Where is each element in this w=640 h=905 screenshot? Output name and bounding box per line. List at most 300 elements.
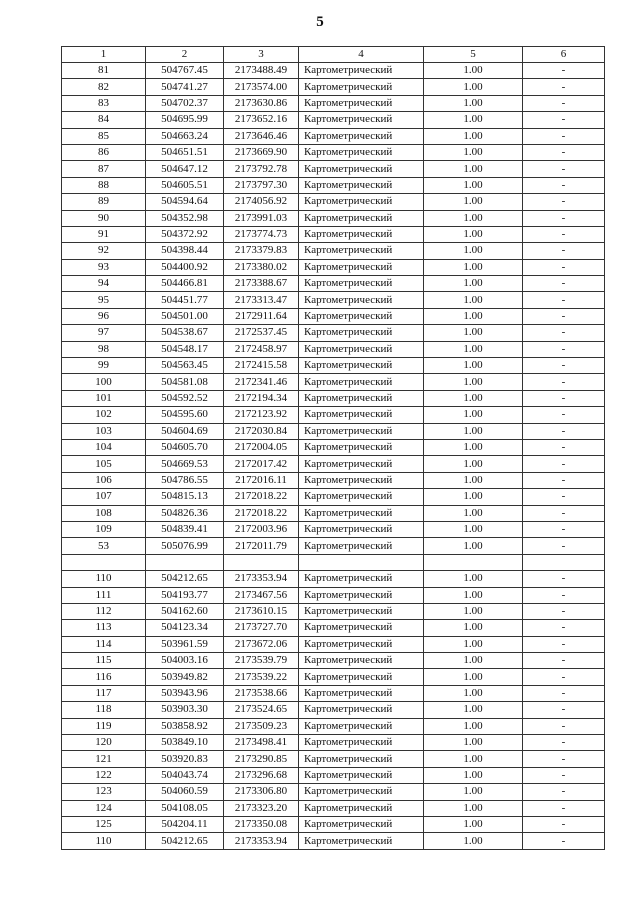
accuracy-cell: 1.00 bbox=[424, 439, 523, 455]
accuracy-cell: 1.00 bbox=[424, 341, 523, 357]
coord-x-cell: 504400.92 bbox=[146, 259, 224, 275]
coord-x-cell: 504594.64 bbox=[146, 194, 224, 210]
accuracy-cell: 1.00 bbox=[424, 325, 523, 341]
point-number-cell: 85 bbox=[62, 128, 146, 144]
coord-y-cell: 2173646.46 bbox=[224, 128, 299, 144]
method-cell: Картометрический bbox=[299, 390, 424, 406]
point-number-cell: 120 bbox=[62, 735, 146, 751]
empty-cell bbox=[146, 554, 224, 570]
coord-x-cell: 504702.37 bbox=[146, 95, 224, 111]
table-row bbox=[62, 325, 605, 341]
point-number-cell: 92 bbox=[62, 243, 146, 259]
coord-y-cell: 2172016.11 bbox=[224, 472, 299, 488]
note-cell: - bbox=[523, 439, 605, 455]
coord-x-cell: 504839.41 bbox=[146, 521, 224, 537]
page-number: 5 bbox=[316, 14, 324, 30]
accuracy-cell: 1.00 bbox=[424, 751, 523, 767]
coord-x-cell: 504352.98 bbox=[146, 210, 224, 226]
coord-y-cell: 2173669.90 bbox=[224, 144, 299, 160]
method-cell: Картометрический bbox=[299, 325, 424, 341]
point-number-cell: 86 bbox=[62, 144, 146, 160]
point-number-cell: 82 bbox=[62, 79, 146, 95]
method-cell: Картометрический bbox=[299, 538, 424, 554]
method-cell: Картометрический bbox=[299, 587, 424, 603]
note-cell: - bbox=[523, 63, 605, 79]
note-cell: - bbox=[523, 128, 605, 144]
coord-y-cell: 2173539.79 bbox=[224, 653, 299, 669]
accuracy-cell: 1.00 bbox=[424, 226, 523, 242]
coord-y-cell: 2173538.66 bbox=[224, 685, 299, 701]
coord-x-cell: 504162.60 bbox=[146, 603, 224, 619]
point-number-cell: 104 bbox=[62, 439, 146, 455]
accuracy-cell: 1.00 bbox=[424, 358, 523, 374]
note-cell: - bbox=[523, 800, 605, 816]
table-row bbox=[62, 112, 605, 128]
accuracy-cell: 1.00 bbox=[424, 784, 523, 800]
table-row bbox=[62, 718, 605, 734]
method-cell: Картометрический bbox=[299, 358, 424, 374]
coord-y-cell: 2172030.84 bbox=[224, 423, 299, 439]
coord-y-cell: 2173498.41 bbox=[224, 735, 299, 751]
accuracy-cell: 1.00 bbox=[424, 161, 523, 177]
coord-x-cell: 504398.44 bbox=[146, 243, 224, 259]
method-cell: Картометрический bbox=[299, 669, 424, 685]
point-number-cell: 90 bbox=[62, 210, 146, 226]
header-cell-4: 4 bbox=[299, 47, 424, 63]
coord-y-cell: 2173991.03 bbox=[224, 210, 299, 226]
method-cell: Картометрический bbox=[299, 653, 424, 669]
accuracy-cell: 1.00 bbox=[424, 653, 523, 669]
table-row bbox=[62, 669, 605, 685]
coord-x-cell: 504581.08 bbox=[146, 374, 224, 390]
method-cell: Картометрический bbox=[299, 276, 424, 292]
table-row bbox=[62, 636, 605, 652]
point-number-cell: 97 bbox=[62, 325, 146, 341]
point-number-cell: 95 bbox=[62, 292, 146, 308]
point-number-cell: 99 bbox=[62, 358, 146, 374]
method-cell: Картометрический bbox=[299, 144, 424, 160]
coord-x-cell: 503961.59 bbox=[146, 636, 224, 652]
coord-y-cell: 2173388.67 bbox=[224, 276, 299, 292]
coord-y-cell: 2174056.92 bbox=[224, 194, 299, 210]
accuracy-cell: 1.00 bbox=[424, 620, 523, 636]
accuracy-cell: 1.00 bbox=[424, 144, 523, 160]
note-cell: - bbox=[523, 243, 605, 259]
coord-x-cell: 504605.70 bbox=[146, 439, 224, 455]
coord-y-cell: 2172911.64 bbox=[224, 308, 299, 324]
point-number-cell: 84 bbox=[62, 112, 146, 128]
table-row bbox=[62, 161, 605, 177]
accuracy-cell: 1.00 bbox=[424, 587, 523, 603]
note-cell: - bbox=[523, 358, 605, 374]
coord-y-cell: 2172341.46 bbox=[224, 374, 299, 390]
point-number-cell: 105 bbox=[62, 456, 146, 472]
accuracy-cell: 1.00 bbox=[424, 407, 523, 423]
coord-y-cell: 2173652.16 bbox=[224, 112, 299, 128]
method-cell: Картометрический bbox=[299, 374, 424, 390]
note-cell: - bbox=[523, 538, 605, 554]
table-row bbox=[62, 456, 605, 472]
method-cell: Картометрический bbox=[299, 341, 424, 357]
table-row bbox=[62, 685, 605, 701]
accuracy-cell: 1.00 bbox=[424, 489, 523, 505]
table-row bbox=[62, 472, 605, 488]
point-number-cell: 113 bbox=[62, 620, 146, 636]
table-row bbox=[62, 505, 605, 521]
coord-x-cell: 503943.96 bbox=[146, 685, 224, 701]
note-cell: - bbox=[523, 456, 605, 472]
method-cell: Картометрический bbox=[299, 505, 424, 521]
coord-y-cell: 2173774.73 bbox=[224, 226, 299, 242]
method-cell: Картометрический bbox=[299, 685, 424, 701]
note-cell: - bbox=[523, 144, 605, 160]
note-cell: - bbox=[523, 833, 605, 849]
method-cell: Картометрический bbox=[299, 194, 424, 210]
point-number-cell: 108 bbox=[62, 505, 146, 521]
method-cell: Картометрический bbox=[299, 292, 424, 308]
coord-y-cell: 2172004.05 bbox=[224, 439, 299, 455]
empty-cell bbox=[224, 554, 299, 570]
accuracy-cell: 1.00 bbox=[424, 800, 523, 816]
accuracy-cell: 1.00 bbox=[424, 374, 523, 390]
table-row bbox=[62, 276, 605, 292]
point-number-cell: 81 bbox=[62, 63, 146, 79]
coord-y-cell: 2172123.92 bbox=[224, 407, 299, 423]
coord-y-cell: 2172458.97 bbox=[224, 341, 299, 357]
coord-y-cell: 2173610.15 bbox=[224, 603, 299, 619]
note-cell: - bbox=[523, 472, 605, 488]
note-cell: - bbox=[523, 292, 605, 308]
table-row bbox=[62, 63, 605, 79]
coord-x-cell: 504767.45 bbox=[146, 63, 224, 79]
method-cell: Картометрический bbox=[299, 767, 424, 783]
table-row bbox=[62, 144, 605, 160]
table-row bbox=[62, 210, 605, 226]
point-number-cell: 107 bbox=[62, 489, 146, 505]
note-cell: - bbox=[523, 79, 605, 95]
accuracy-cell: 1.00 bbox=[424, 571, 523, 587]
method-cell: Картометрический bbox=[299, 702, 424, 718]
table-row bbox=[62, 521, 605, 537]
empty-cell bbox=[424, 554, 523, 570]
coord-y-cell: 2173672.06 bbox=[224, 636, 299, 652]
table-row bbox=[62, 439, 605, 455]
table-row bbox=[62, 358, 605, 374]
coord-y-cell: 2172003.96 bbox=[224, 521, 299, 537]
method-cell: Картометрический bbox=[299, 800, 424, 816]
point-number-cell: 87 bbox=[62, 161, 146, 177]
coordinates-table bbox=[61, 46, 605, 850]
point-number-cell: 98 bbox=[62, 341, 146, 357]
accuracy-cell: 1.00 bbox=[424, 685, 523, 701]
coord-y-cell: 2172018.22 bbox=[224, 505, 299, 521]
coord-x-cell: 504043.74 bbox=[146, 767, 224, 783]
note-cell: - bbox=[523, 718, 605, 734]
accuracy-cell: 1.00 bbox=[424, 816, 523, 832]
method-cell: Картометрический bbox=[299, 636, 424, 652]
point-number-cell: 93 bbox=[62, 259, 146, 275]
method-cell: Картометрический bbox=[299, 407, 424, 423]
table-row bbox=[62, 800, 605, 816]
point-number-cell: 89 bbox=[62, 194, 146, 210]
coord-x-cell: 504663.24 bbox=[146, 128, 224, 144]
empty-cell bbox=[299, 554, 424, 570]
note-cell: - bbox=[523, 636, 605, 652]
method-cell: Картометрический bbox=[299, 751, 424, 767]
coord-y-cell: 2173313.47 bbox=[224, 292, 299, 308]
table-row bbox=[62, 603, 605, 619]
section-separator-row bbox=[62, 554, 605, 570]
table-row bbox=[62, 374, 605, 390]
accuracy-cell: 1.00 bbox=[424, 95, 523, 111]
coord-y-cell: 2173488.49 bbox=[224, 63, 299, 79]
coord-y-cell: 2173353.94 bbox=[224, 571, 299, 587]
method-cell: Картометрический bbox=[299, 259, 424, 275]
accuracy-cell: 1.00 bbox=[424, 128, 523, 144]
coord-x-cell: 504060.59 bbox=[146, 784, 224, 800]
coord-x-cell: 504604.69 bbox=[146, 423, 224, 439]
coord-y-cell: 2172018.22 bbox=[224, 489, 299, 505]
point-number-cell: 123 bbox=[62, 784, 146, 800]
header-cell-2: 2 bbox=[146, 47, 224, 63]
coord-y-cell: 2173727.70 bbox=[224, 620, 299, 636]
coord-y-cell: 2173792.78 bbox=[224, 161, 299, 177]
coord-x-cell: 504592.52 bbox=[146, 390, 224, 406]
coord-x-cell: 504108.05 bbox=[146, 800, 224, 816]
point-number-cell: 125 bbox=[62, 816, 146, 832]
method-cell: Картометрический bbox=[299, 816, 424, 832]
note-cell: - bbox=[523, 702, 605, 718]
method-cell: Картометрический bbox=[299, 620, 424, 636]
point-number-cell: 94 bbox=[62, 276, 146, 292]
coord-y-cell: 2173296.68 bbox=[224, 767, 299, 783]
header-cell-6: 6 bbox=[523, 47, 605, 63]
coord-y-cell: 2172537.45 bbox=[224, 325, 299, 341]
point-number-cell: 117 bbox=[62, 685, 146, 701]
point-number-cell: 118 bbox=[62, 702, 146, 718]
accuracy-cell: 1.00 bbox=[424, 259, 523, 275]
method-cell: Картометрический bbox=[299, 718, 424, 734]
note-cell: - bbox=[523, 816, 605, 832]
coord-y-cell: 2172194.34 bbox=[224, 390, 299, 406]
accuracy-cell: 1.00 bbox=[424, 456, 523, 472]
coord-x-cell: 504204.11 bbox=[146, 816, 224, 832]
coord-y-cell: 2173380.02 bbox=[224, 259, 299, 275]
table-row bbox=[62, 292, 605, 308]
table-row bbox=[62, 407, 605, 423]
coord-x-cell: 504595.60 bbox=[146, 407, 224, 423]
point-number-cell: 112 bbox=[62, 603, 146, 619]
table-row bbox=[62, 784, 605, 800]
note-cell: - bbox=[523, 620, 605, 636]
point-number-cell: 96 bbox=[62, 308, 146, 324]
method-cell: Картометрический bbox=[299, 161, 424, 177]
point-number-cell: 110 bbox=[62, 833, 146, 849]
empty-cell bbox=[62, 554, 146, 570]
point-number-cell: 109 bbox=[62, 521, 146, 537]
table-row bbox=[62, 423, 605, 439]
table-row bbox=[62, 620, 605, 636]
note-cell: - bbox=[523, 325, 605, 341]
table-row bbox=[62, 259, 605, 275]
header-cell-3: 3 bbox=[224, 47, 299, 63]
method-cell: Картометрический bbox=[299, 489, 424, 505]
note-cell: - bbox=[523, 505, 605, 521]
coord-x-cell: 504605.51 bbox=[146, 177, 224, 193]
table-row bbox=[62, 767, 605, 783]
coord-x-cell: 503858.92 bbox=[146, 718, 224, 734]
coord-x-cell: 503849.10 bbox=[146, 735, 224, 751]
method-cell: Картометрический bbox=[299, 456, 424, 472]
table-row bbox=[62, 79, 605, 95]
method-cell: Картометрический bbox=[299, 735, 424, 751]
accuracy-cell: 1.00 bbox=[424, 308, 523, 324]
accuracy-cell: 1.00 bbox=[424, 177, 523, 193]
accuracy-cell: 1.00 bbox=[424, 538, 523, 554]
coord-x-cell: 504815.13 bbox=[146, 489, 224, 505]
accuracy-cell: 1.00 bbox=[424, 276, 523, 292]
method-cell: Картометрический bbox=[299, 79, 424, 95]
note-cell: - bbox=[523, 521, 605, 537]
accuracy-cell: 1.00 bbox=[424, 603, 523, 619]
point-number-cell: 102 bbox=[62, 407, 146, 423]
accuracy-cell: 1.00 bbox=[424, 735, 523, 751]
table-row bbox=[62, 833, 605, 849]
table-row bbox=[62, 571, 605, 587]
table-row bbox=[62, 735, 605, 751]
method-cell: Картометрический bbox=[299, 784, 424, 800]
note-cell: - bbox=[523, 489, 605, 505]
coord-x-cell: 504212.65 bbox=[146, 833, 224, 849]
point-number-cell: 124 bbox=[62, 800, 146, 816]
point-number-cell: 83 bbox=[62, 95, 146, 111]
coord-x-cell: 504451.77 bbox=[146, 292, 224, 308]
accuracy-cell: 1.00 bbox=[424, 292, 523, 308]
coord-y-cell: 2172017.42 bbox=[224, 456, 299, 472]
note-cell: - bbox=[523, 95, 605, 111]
accuracy-cell: 1.00 bbox=[424, 210, 523, 226]
note-cell: - bbox=[523, 341, 605, 357]
method-cell: Картометрический bbox=[299, 128, 424, 144]
point-number-cell: 106 bbox=[62, 472, 146, 488]
coord-y-cell: 2173524.65 bbox=[224, 702, 299, 718]
coord-x-cell: 503903.30 bbox=[146, 702, 224, 718]
point-number-cell: 91 bbox=[62, 226, 146, 242]
header-cell-1: 1 bbox=[62, 47, 146, 63]
table-row bbox=[62, 226, 605, 242]
method-cell: Картометрический bbox=[299, 472, 424, 488]
note-cell: - bbox=[523, 653, 605, 669]
coord-y-cell: 2173467.56 bbox=[224, 587, 299, 603]
coord-y-cell: 2173797.30 bbox=[224, 177, 299, 193]
method-cell: Картометрический bbox=[299, 63, 424, 79]
coord-y-cell: 2173350.08 bbox=[224, 816, 299, 832]
coord-x-cell: 504651.51 bbox=[146, 144, 224, 160]
coord-y-cell: 2173290.85 bbox=[224, 751, 299, 767]
table-row bbox=[62, 243, 605, 259]
note-cell: - bbox=[523, 194, 605, 210]
accuracy-cell: 1.00 bbox=[424, 194, 523, 210]
accuracy-cell: 1.00 bbox=[424, 521, 523, 537]
note-cell: - bbox=[523, 390, 605, 406]
note-cell: - bbox=[523, 374, 605, 390]
point-number-cell: 122 bbox=[62, 767, 146, 783]
method-cell: Картометрический bbox=[299, 521, 424, 537]
note-cell: - bbox=[523, 751, 605, 767]
table-row bbox=[62, 816, 605, 832]
point-number-cell: 114 bbox=[62, 636, 146, 652]
coord-x-cell: 503920.83 bbox=[146, 751, 224, 767]
accuracy-cell: 1.00 bbox=[424, 669, 523, 685]
accuracy-cell: 1.00 bbox=[424, 79, 523, 95]
table-row bbox=[62, 128, 605, 144]
table-header-row bbox=[62, 47, 605, 63]
note-cell: - bbox=[523, 767, 605, 783]
coord-y-cell: 2173306.80 bbox=[224, 784, 299, 800]
point-number-cell: 121 bbox=[62, 751, 146, 767]
coord-x-cell: 504003.16 bbox=[146, 653, 224, 669]
coord-y-cell: 2172011.79 bbox=[224, 538, 299, 554]
note-cell: - bbox=[523, 685, 605, 701]
note-cell: - bbox=[523, 669, 605, 685]
method-cell: Картометрический bbox=[299, 308, 424, 324]
accuracy-cell: 1.00 bbox=[424, 423, 523, 439]
coord-x-cell: 504501.00 bbox=[146, 308, 224, 324]
point-number-cell: 115 bbox=[62, 653, 146, 669]
point-number-cell: 88 bbox=[62, 177, 146, 193]
note-cell: - bbox=[523, 112, 605, 128]
coord-x-cell: 504741.27 bbox=[146, 79, 224, 95]
note-cell: - bbox=[523, 603, 605, 619]
table-row bbox=[62, 177, 605, 193]
point-number-cell: 53 bbox=[62, 538, 146, 554]
note-cell: - bbox=[523, 308, 605, 324]
table-row bbox=[62, 653, 605, 669]
coord-x-cell: 504193.77 bbox=[146, 587, 224, 603]
point-number-cell: 110 bbox=[62, 571, 146, 587]
coord-x-cell: 504826.36 bbox=[146, 505, 224, 521]
table-row bbox=[62, 95, 605, 111]
table-row bbox=[62, 390, 605, 406]
point-number-cell: 111 bbox=[62, 587, 146, 603]
coord-y-cell: 2172415.58 bbox=[224, 358, 299, 374]
point-number-cell: 119 bbox=[62, 718, 146, 734]
point-number-cell: 103 bbox=[62, 423, 146, 439]
coord-x-cell: 504466.81 bbox=[146, 276, 224, 292]
method-cell: Картометрический bbox=[299, 571, 424, 587]
note-cell: - bbox=[523, 161, 605, 177]
table-row bbox=[62, 587, 605, 603]
accuracy-cell: 1.00 bbox=[424, 112, 523, 128]
note-cell: - bbox=[523, 735, 605, 751]
point-number-cell: 116 bbox=[62, 669, 146, 685]
method-cell: Картометрический bbox=[299, 603, 424, 619]
table-row bbox=[62, 489, 605, 505]
note-cell: - bbox=[523, 210, 605, 226]
accuracy-cell: 1.00 bbox=[424, 767, 523, 783]
coord-y-cell: 2173539.22 bbox=[224, 669, 299, 685]
note-cell: - bbox=[523, 259, 605, 275]
note-cell: - bbox=[523, 226, 605, 242]
coord-x-cell: 504786.55 bbox=[146, 472, 224, 488]
note-cell: - bbox=[523, 407, 605, 423]
coord-y-cell: 2173379.83 bbox=[224, 243, 299, 259]
method-cell: Картометрический bbox=[299, 210, 424, 226]
coord-x-cell: 504372.92 bbox=[146, 226, 224, 242]
coord-y-cell: 2173353.94 bbox=[224, 833, 299, 849]
coord-x-cell: 504538.67 bbox=[146, 325, 224, 341]
method-cell: Картометрический bbox=[299, 112, 424, 128]
